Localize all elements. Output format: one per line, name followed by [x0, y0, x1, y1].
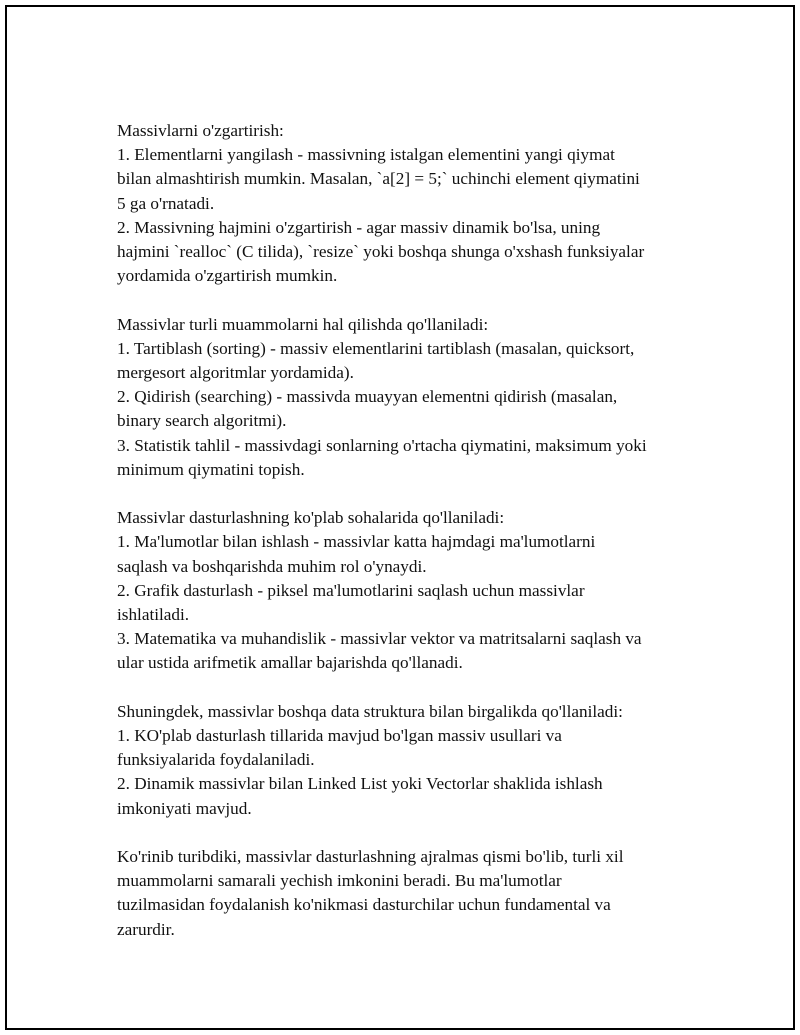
text-line: 1. Elementlarni yangilash - massivning istalgan elementini yangi qiymat — [117, 145, 615, 165]
text-line: 3. Matematika va muhandislik - massivlar vektor va matritsalarni saqlash va — [117, 629, 642, 649]
text-line: 3. Statistik tahlil - massivdagi sonlarning o'rtacha qiymatini, maksimum yoki — [117, 435, 647, 455]
paragraph-gap — [117, 288, 717, 312]
text-line: 1. Ma'lumotlar bilan ishlash - massivlar katta hajmdagi ma'lumotlarni — [117, 532, 596, 552]
text-line: Massivlarni o'zgartirish: — [117, 121, 284, 140]
text-line: 2. Grafik dasturlash - piksel ma'lumotlarini saqlash uchun massivlar — [117, 580, 585, 600]
text-line: hajmini `realloc` (C tilida), `resize` yoki boshqa shunga o'xshash funksiyalar — [117, 242, 645, 262]
text-line: muammolarni samarali yechish imkonini beradi. Bu ma'lumotlar — [117, 871, 562, 891]
document-body — [117, 119, 717, 942]
text-line: tuzilmasidan foydalanish ko'nikmasi dasturchilar uchun fundamental va — [117, 895, 611, 915]
text-line: 1. Tartiblash (sorting) - massiv elementlarini tartiblash (masalan, quicksort, — [117, 338, 635, 358]
text-line: mergesort algoritmlar yordamida). — [117, 363, 354, 383]
text-line: 2. Massivning hajmini o'zgartirish - agar massiv dinamik bo'lsa, uning — [117, 217, 601, 237]
paragraph-gap — [117, 482, 717, 506]
text-line: ular ustida arifmetik amallar bajarishda qo'llanadi. — [117, 653, 463, 673]
text-line: saqlash va boshqarishda muhim rol o'ynaydi. — [117, 556, 427, 576]
text-line: 1. KO'plab dasturlash tillarida mavjud bo'lgan massiv usullari va — [117, 726, 562, 746]
text-line: binary search algoritmi). — [117, 411, 287, 431]
text-line: funksiyalarida foydalaniladi. — [117, 750, 315, 770]
text-line: Massivlar turli muammolarni hal qilishda qo'llaniladi: — [117, 314, 489, 334]
text-line: bilan almashtirish mumkin. Masalan, `a[2] = 5;` uchinchi element qiymatini — [117, 169, 640, 189]
text-line: zarurdir. — [117, 919, 175, 939]
text-line: Massivlar dasturlashning ko'plab sohalarida qo'llaniladi: — [117, 508, 505, 528]
text-line: Ko'rinib turibdiki, massivlar dasturlashning ajralmas qismi bo'lib, turli xil — [117, 847, 624, 867]
text-line: Shuningdek, massivlar boshqa data struktura bilan birgalikda qo'llaniladi: — [117, 701, 623, 721]
text-line: 5 ga o'rnatadi. — [117, 193, 215, 213]
text-line: ishlatiladi. — [117, 605, 190, 625]
paragraph-gap — [117, 821, 717, 845]
text-line: minimum qiymatini topish. — [117, 459, 305, 479]
text-line: imkoniyati mavjud. — [117, 798, 252, 818]
paragraph-gap — [117, 676, 717, 700]
text-line: 2. Dinamik massivlar bilan Linked List yoki Vectorlar shaklida ishlash — [117, 774, 603, 794]
text-line: yordamida o'zgartirish mumkin. — [117, 266, 338, 286]
text-line: 2. Qidirish (searching) - massivda muayyan elementni qidirish (masalan, — [117, 387, 618, 407]
